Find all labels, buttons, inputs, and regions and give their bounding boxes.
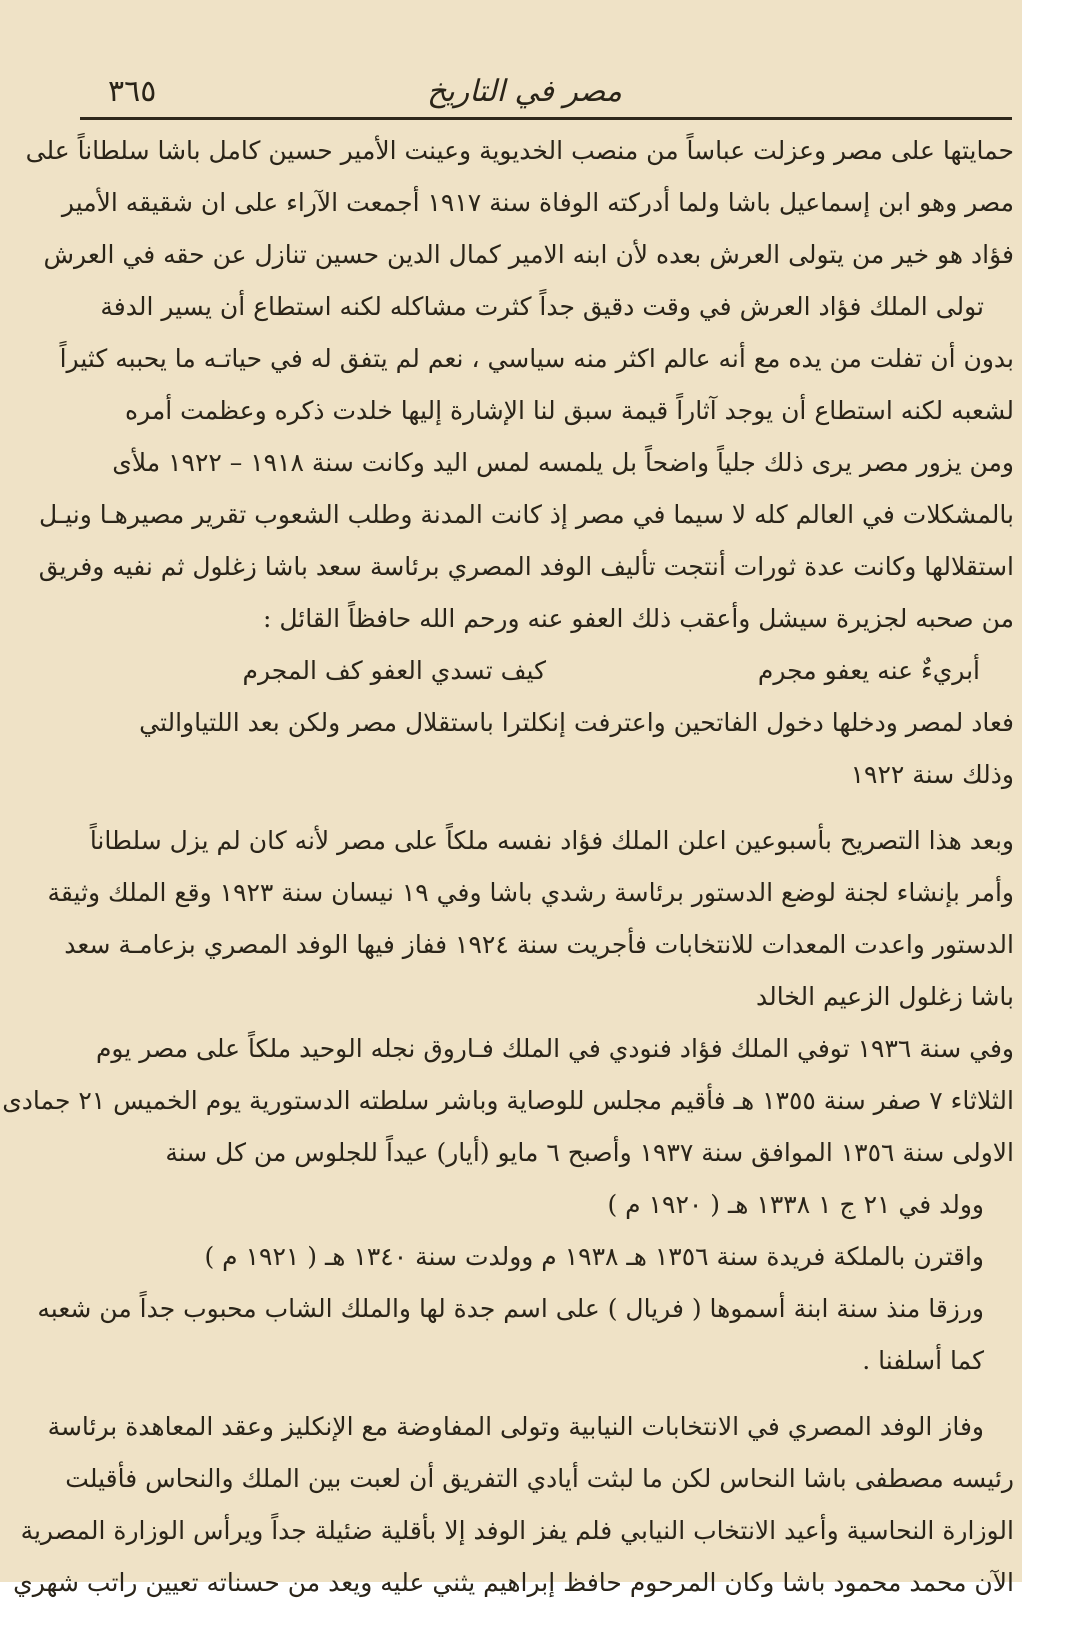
- paragraph-gap: [78, 1387, 1014, 1401]
- text-line: فعاد لمصر ودخلها دخول الفاتحين واعترفت إنكلترا باستقلال مصر ولكن بعد اللتياوالتي: [139, 708, 1014, 737]
- poem-second-hemistich: كيف تسدي العفو كف المجرم: [242, 656, 546, 685]
- poem-verse: [78, 645, 1014, 697]
- text-line: وأمر بإنشاء لجنة لوضع الدستور برئاسة رشدي باشا وفي ١٩ نيسان سنة ١٩٢٣ وقع الملك وثيقة: [47, 878, 1014, 907]
- text-line: وفي سنة ١٩٣٦ توفي الملك فؤاد فنودي في الملك فـاروق نجله الوحيد ملكاً على مصر يوم: [95, 1034, 1014, 1063]
- text-line: بدون أن تفلت من يده مع أنه عالم اكثر منه سياسي ، نعم لم يتفق له في حياتـه ما يحببه كثيراً: [59, 344, 1014, 373]
- body-text: [2, 125, 1014, 1609]
- text-line: لشعبه لكنه استطاع أن يوجد آثاراً قيمة سبق لنا الإشارة إليها خلدت ذكره وعظمت أمره: [124, 396, 1014, 425]
- text-line: وولد في ٢١ ج ١ ١٣٣٨ هـ ( ١٩٢٠ م ): [607, 1190, 984, 1219]
- running-title: مصر في التاريخ: [427, 74, 622, 109]
- text-line: ومن يزور مصر يرى ذلك جلياً واضحاً بل يلمسه لمس اليد وكانت سنة ١٩١٨ – ١٩٢٢ ملأى: [112, 448, 1014, 477]
- poem-first-hemistich: أبريءٌ عنه يعفو مجرم: [757, 656, 980, 685]
- text-line: وفاز الوفد المصري في الانتخابات النيابية وتولى المفاوضة مع الإنكليز وعقد المعاهدة برئاسة: [47, 1412, 984, 1441]
- text-line: استقلالها وكانت عدة ثورات أنتجت تأليف الوفد المصري برئاسة سعد باشا زغلول ثم نفيه وفريق: [38, 552, 1014, 581]
- text-line: مصر وهو ابن إسماعيل باشا ولما أدركته الوفاة سنة ١٩١٧ أجمعت الآراء على ان شقيقه الأمير: [61, 188, 1014, 217]
- text-line: الآن محمد محمود باشا وكان المرحوم حافظ إبراهيم يثني عليه ويعد من حسناته تعيين راتب شهري: [13, 1568, 1014, 1597]
- text-line: حمايتها على مصر وعزلت عباساً من منصب الخديوية وعينت الأمير حسين كامل باشا سلطاناً على: [25, 136, 1014, 165]
- page-number: ٣٦٥: [108, 74, 157, 109]
- text-line: من صحبه لجزيرة سيشل وأعقب ذلك العفو عنه ورحم الله حافظاً القائل :: [263, 604, 1014, 633]
- page-header: [82, 66, 1012, 116]
- text-line: الوزارة النحاسية وأعيد الانتخاب النيابي فلم يفز الوفد إلا بأقلية ضئيلة جداً ويرأس الوزارة المصرية: [20, 1516, 1014, 1545]
- text-line: فؤاد هو خير من يتولى العرش بعده لأن ابنه الامير كمال الدين حسين تنازل عن حقه في العرش: [43, 240, 1014, 269]
- text-line: رئيسه مصطفى باشا النحاس لكن ما لبثت أيادي التفريق أن لعبت بين الملك والنحاس فأقيلت: [65, 1464, 1014, 1493]
- text-line: الاولى سنة ١٣٥٦ الموافق سنة ١٩٣٧ وأصبح ٦ مايو (أيار) عيداً للجلوس من كل سنة: [165, 1138, 1014, 1167]
- text-line: بالمشكلات في العالم كله لا سيما في مصر إذ كانت المدنة وطلب الشعوب تقرير مصيرهـا ونيـل: [38, 500, 1014, 529]
- text-line: الثلاثاء ٧ صفر سنة ١٣٥٥ هـ فأقيم مجلس للوصاية وباشر سلطته الدستورية يوم الخميس ٢١ جمادى: [2, 1086, 1014, 1115]
- paragraph-gap: [78, 801, 1014, 815]
- text-line: ورزقا منذ سنة ابنة أسموها ( فريال ) على اسم جدة لها والملك الشاب محبوب جداً من شعبه: [37, 1294, 984, 1323]
- text-line: واقترن بالملكة فريدة سنة ١٣٥٦ هـ ١٩٣٨ م وولدت سنة ١٣٤٠ هـ ( ١٩٢١ م ): [204, 1242, 984, 1271]
- text-line: وبعد هذا التصريح بأسبوعين اعلن الملك فؤاد نفسه ملكاً على مصر لأنه كان لم يزل سلطاناً: [89, 826, 1014, 855]
- text-line: تولى الملك فؤاد العرش في وقت دقيق جداً كثرت مشاكله لكنه استطاع أن يسير الدفة: [100, 292, 984, 321]
- header-rule: [80, 117, 1012, 120]
- text-line: الدستور واعدت المعدات للانتخابات فأجريت سنة ١٩٢٤ ففاز فيها الوفد المصري بزعامـة سعد: [64, 930, 1014, 959]
- text-line: كما أسلفنا .: [862, 1346, 984, 1375]
- text-line: وذلك سنة ١٩٢٢: [850, 760, 1014, 789]
- text-line: باشا زغلول الزعيم الخالد: [756, 982, 1014, 1011]
